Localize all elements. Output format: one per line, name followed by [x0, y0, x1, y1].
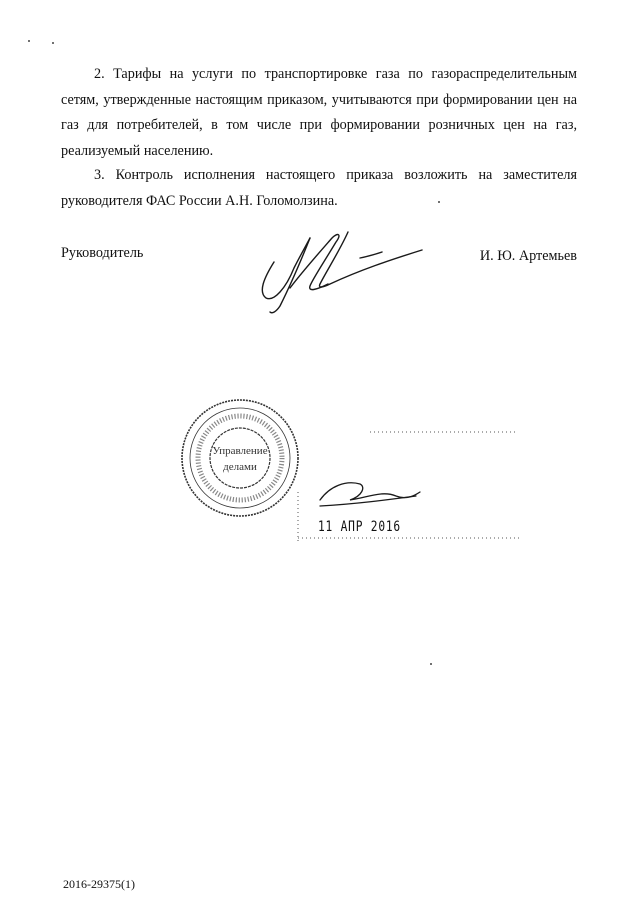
paragraph-3: 3. Контроль исполнения настоящего приказа возложить на заместителя руководителя ФАС России А.Н. Голомолзина. [61, 167, 577, 209]
signatory-role: Руководитель [61, 245, 144, 261]
signatory-name: И. Ю. Артемьев [479, 248, 577, 264]
seal-text-line1: Управление [212, 445, 268, 457]
scan-speck [52, 42, 54, 44]
scan-speck [28, 40, 30, 42]
document-number: 2016-29375(1) [63, 877, 135, 891]
stamp-date: 11 АПР 2016 [318, 519, 401, 535]
scan-speck [438, 201, 440, 203]
handwritten-signature [250, 228, 440, 318]
round-seal [182, 400, 298, 516]
paragraph-2: 2. Тарифы на услуги по транспортировке газа по газораспределительным сетям, утвержденные настоящим приказом, учитываются при формировании цен на газ для потребителей, в том числе при формировании розничных цен на газ, реализуемый населению. [61, 66, 577, 159]
seal-and-stamp [170, 392, 540, 562]
scan-speck [430, 663, 432, 665]
seal-text-line2: делами [223, 461, 257, 473]
stamp-signature [320, 483, 420, 506]
